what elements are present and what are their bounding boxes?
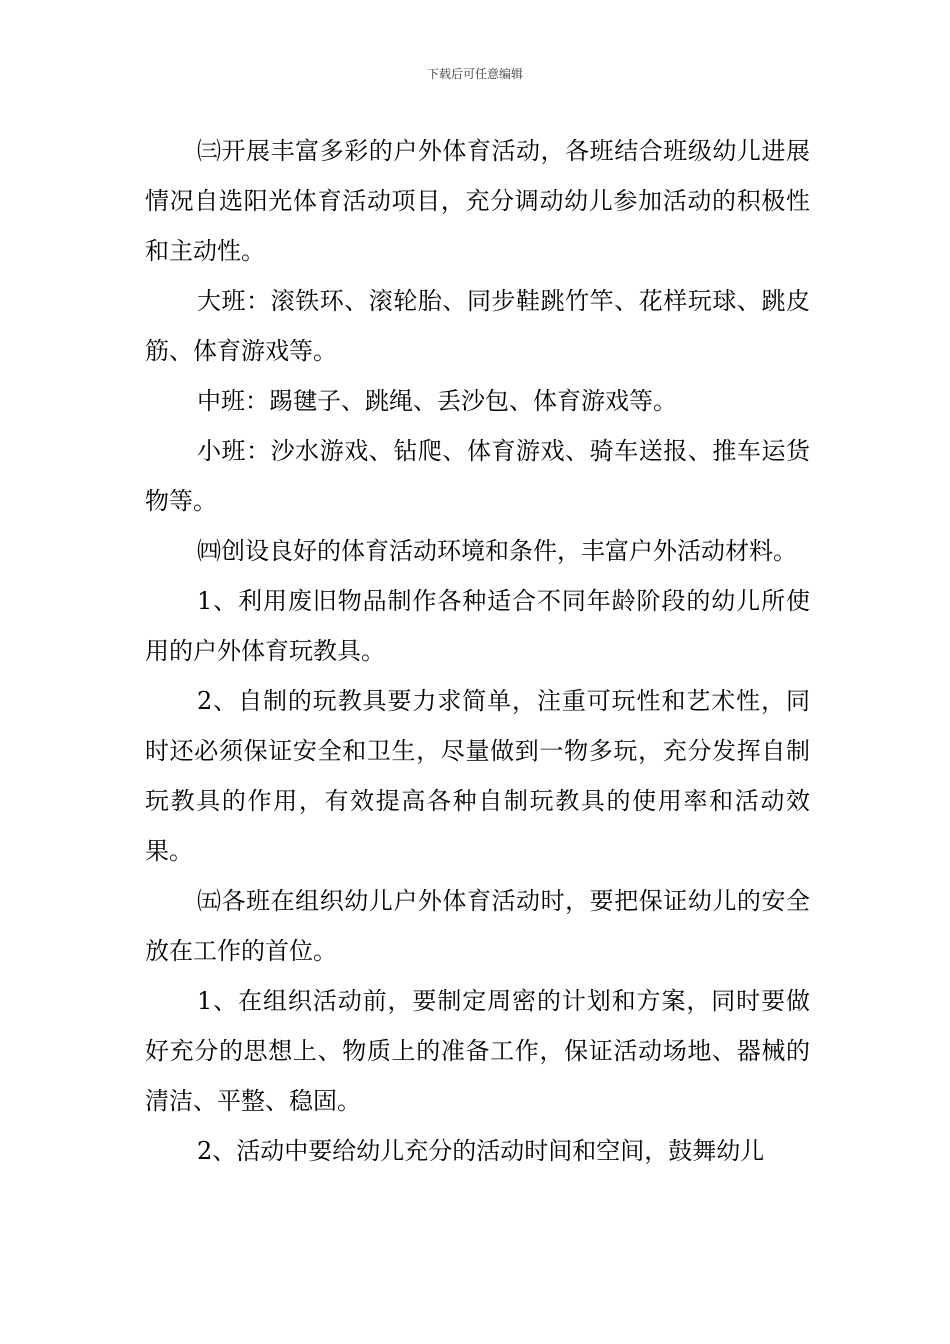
paragraph-environment: ㈣创设良好的体育活动环境和条件，丰富户外活动材料。 — [197, 537, 797, 565]
paragraph-safety-item-2: 2、活动中要给幼儿充分的活动时间和空间，鼓舞幼儿 — [197, 1137, 765, 1165]
paragraph-safety-item-1: 1、在组织活动前，要制定周密的计划和方案，同时要做好充分的思想上、物质上的准备工作，保证活动场地、器械的清洁、平整、稳固。 — [145, 987, 810, 1115]
page-header-note: 下载后可任意编辑 — [426, 67, 523, 81]
paragraph-junior-class: 小班：沙水游戏、钻爬、体育游戏、骑车送报、推车运货物等。 — [145, 437, 810, 515]
paragraph-env-item-2: 2、自制的玩教具要力求简单，注重可玩性和艺术性，同时还必须保证安全和卫生，尽量做到一物多玩，充分发挥自制玩教具的作用，有效提高各种自制玩教具的使用率和活动效果。 — [145, 687, 810, 865]
paragraph-outdoor-activities: ㈢开展丰富多彩的户外体育活动，各班结合班级幼儿进展情况自选阳光体育活动项目，充分调动幼儿参加活动的积极性和主动性。 — [145, 137, 810, 265]
paragraph-env-item-1: 1、利用废旧物品制作各种适合不同年龄阶段的幼儿所使用的户外体育玩教具。 — [145, 587, 810, 665]
paragraph-safety: ㈤各班在组织幼儿户外体育活动时，要把保证幼儿的安全放在工作的首位。 — [145, 887, 810, 965]
paragraph-middle-class: 中班：踢毽子、跳绳、丢沙包、体育游戏等。 — [197, 387, 677, 415]
paragraph-senior-class: 大班：滚铁环、滚轮胎、同步鞋跳竹竿、花样玩球、跳皮筋、体育游戏等。 — [145, 287, 810, 365]
document-body — [145, 126, 810, 1176]
